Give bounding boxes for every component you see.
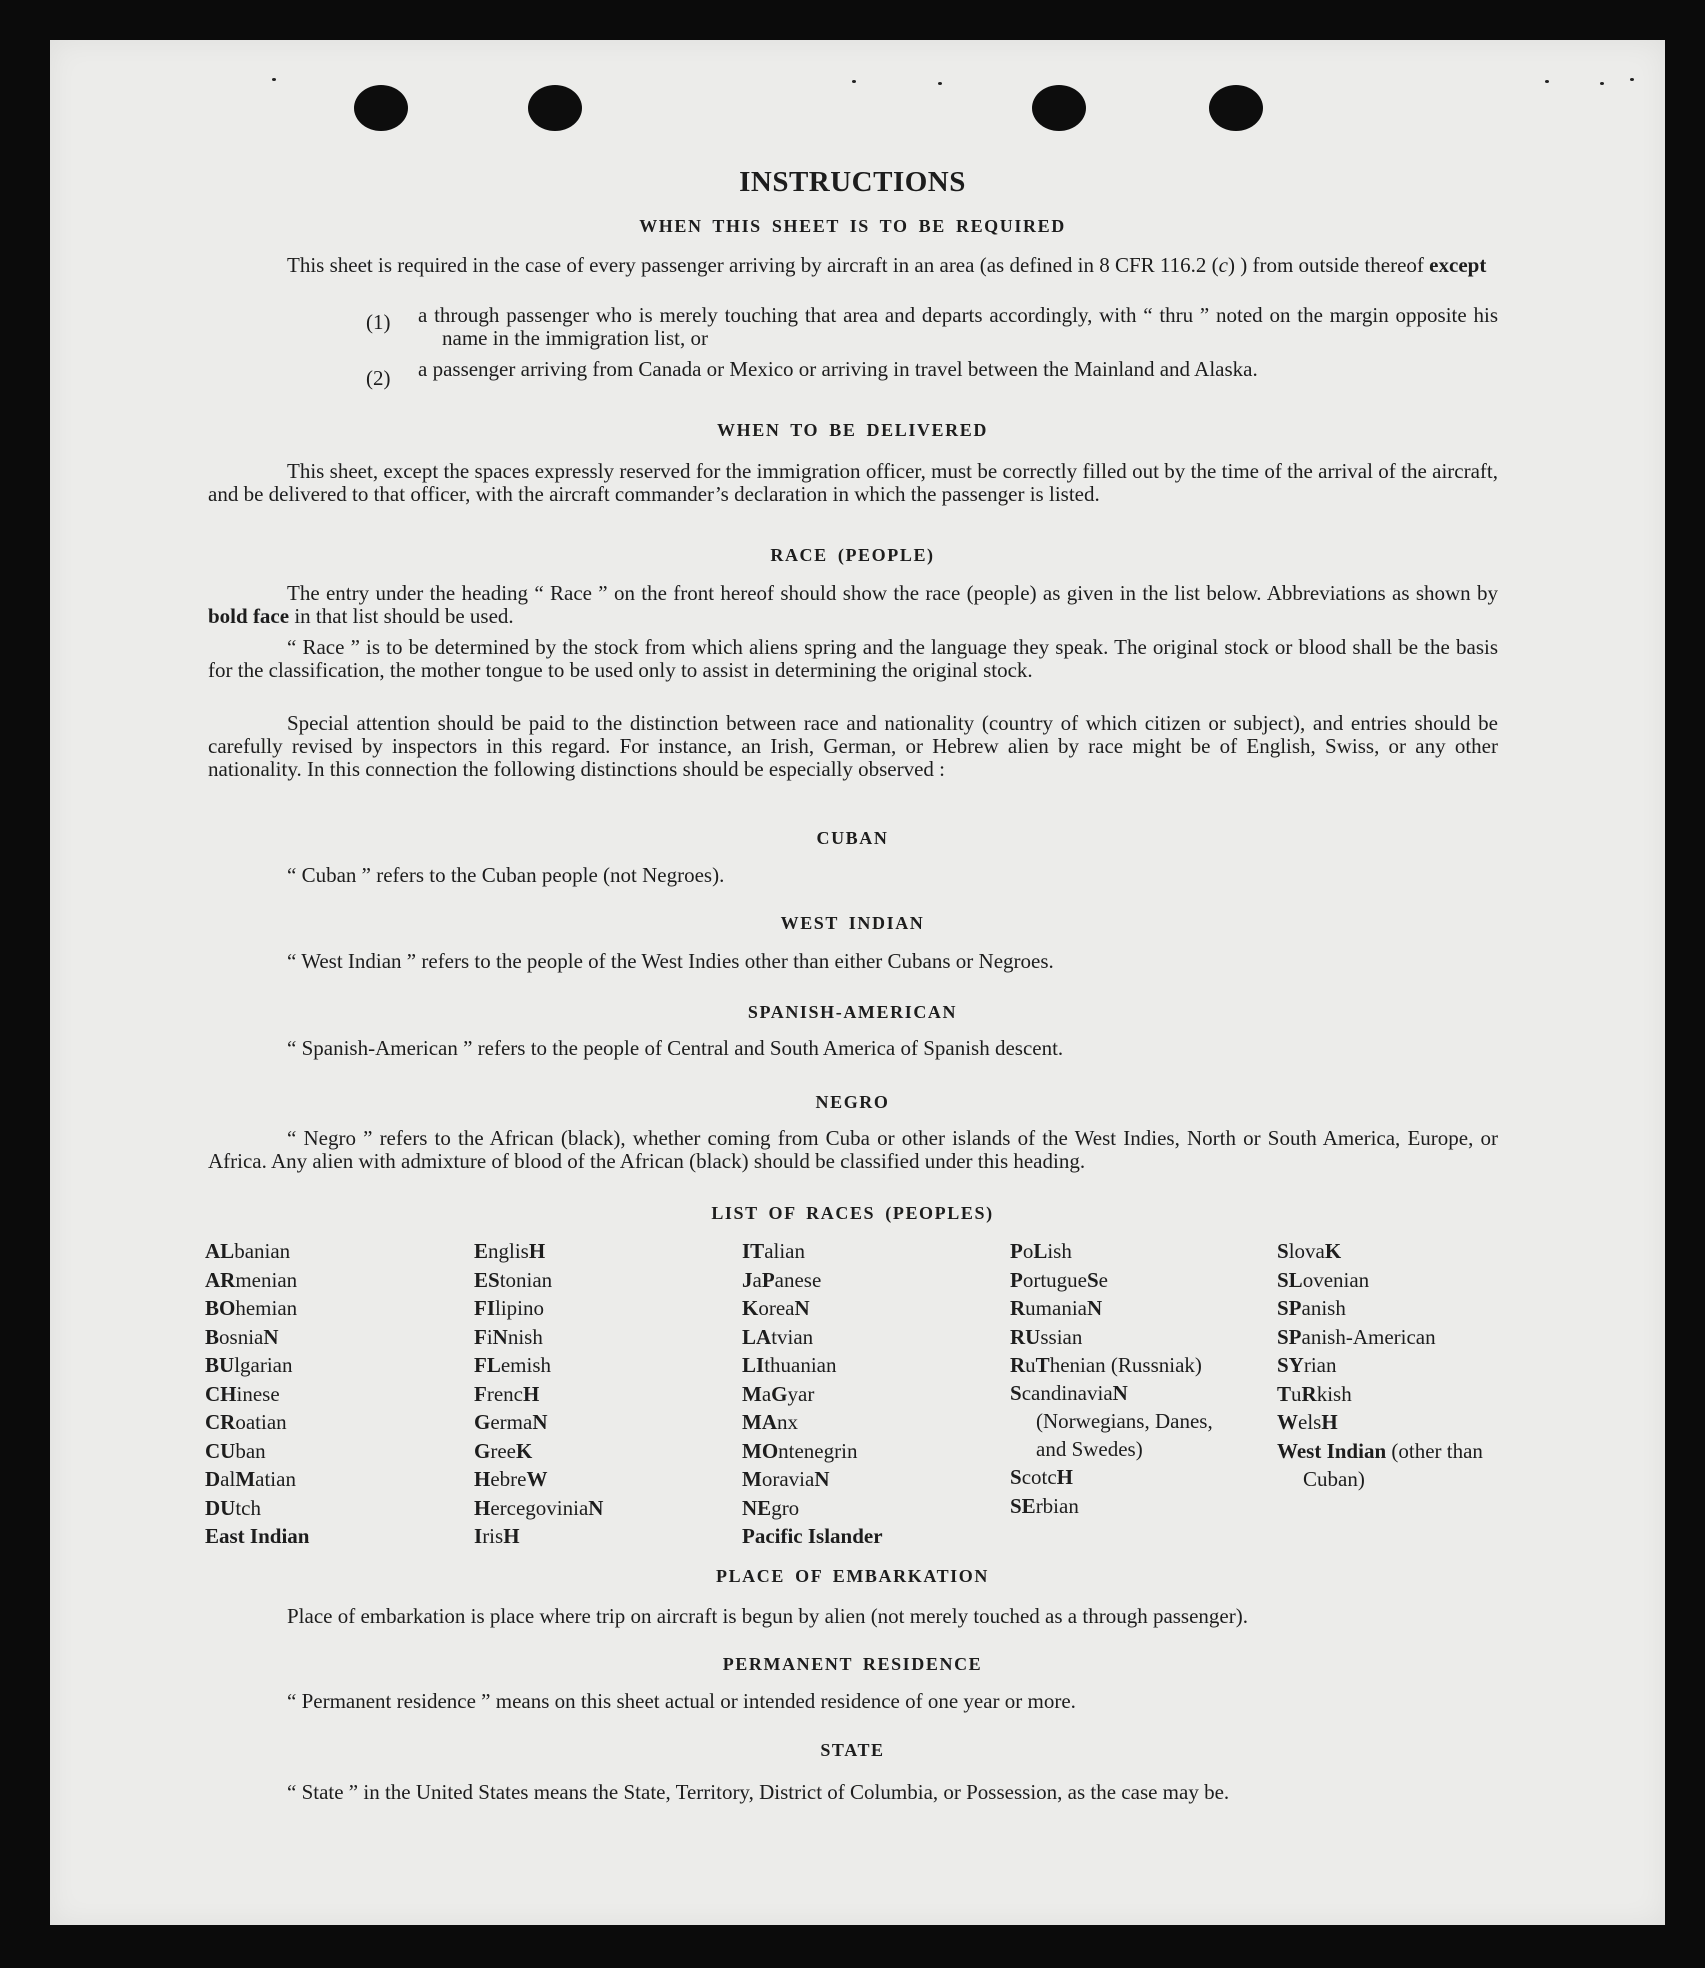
- race-abbrev-bold: CR: [205, 1410, 236, 1434]
- race-text: renc: [486, 1381, 523, 1406]
- race-text: menian: [235, 1267, 298, 1292]
- embarkation-text: Place of embarkation is place where trip on aircraft is begun by alien (not merely touched as a through passenger).: [287, 1604, 1248, 1628]
- race-entry: [474, 1437, 714, 1466]
- race-abbrev-bold: SL: [1277, 1267, 1303, 1292]
- race-entry: [474, 1266, 714, 1295]
- race-text: erma: [490, 1410, 533, 1434]
- section-heading-cuban: CUBAN: [816, 828, 889, 848]
- race-abbrev-bold: N: [263, 1324, 279, 1349]
- when-delivered-text: This sheet, except the spaces expressly reserved for the immigration officer, must be correctly filled out by the time of the arrival of the aircraft, and be delivered to that officer, with the aircraft commander’s declaration in which the passenger is listed.: [208, 459, 1498, 506]
- race-text: umania: [1025, 1296, 1087, 1320]
- race-abbrev-bold: H: [474, 1495, 491, 1520]
- race-text: lova: [1288, 1239, 1325, 1263]
- race-list-column: [1277, 1237, 1502, 1493]
- race-entry: [205, 1351, 445, 1380]
- section-heading-when-required: WHEN THIS SHEET IS TO BE REQUIRED: [639, 216, 1066, 236]
- race-abbrev-bold: N: [532, 1410, 548, 1434]
- race-abbrev-bold: T: [1277, 1381, 1292, 1406]
- race-abbrev-bold: H: [1321, 1410, 1338, 1434]
- race-abbrev-bold: K: [742, 1296, 759, 1320]
- intro-text-mid: ) ) from outside thereof: [1227, 253, 1430, 277]
- race-entry: [205, 1237, 445, 1266]
- race-text: ris: [482, 1524, 504, 1548]
- section-heading-state: STATE: [820, 1740, 885, 1760]
- race-text: rbian: [1035, 1493, 1079, 1518]
- race-entry: [474, 1380, 714, 1409]
- punch-hole: [528, 85, 582, 131]
- race-text: e: [1098, 1267, 1108, 1292]
- race-text: ebre: [490, 1467, 527, 1491]
- section-heading-negro: NEGRO: [815, 1092, 890, 1112]
- race-abbrev-bold: N: [1112, 1381, 1128, 1405]
- race-text: oravia: [761, 1467, 815, 1491]
- race-abbrev-bold: BO: [205, 1296, 236, 1320]
- race-abbrev-bold: R: [1010, 1353, 1026, 1377]
- punch-hole: [354, 85, 408, 131]
- ink-speck: [272, 78, 276, 81]
- race-paragraph-2: “ Race ” is to be determined by the stock from which aliens spring and the language they speak. The original stock or blood shall be the basis for the classification, the mother tongue to be used only to assist in determining the original stock.: [208, 635, 1498, 682]
- race-entry: [1010, 1237, 1245, 1266]
- section-heading-spanish-american: SPANISH-AMERICAN: [747, 1002, 958, 1022]
- race-abbrev-bold: B: [205, 1324, 220, 1349]
- race-entry: [205, 1294, 445, 1323]
- race-list-column: [474, 1237, 714, 1551]
- race-abbrev-bold: M: [235, 1467, 256, 1491]
- race-text: anish-American: [1301, 1324, 1436, 1349]
- race-abbrev-bold: N: [1086, 1296, 1103, 1320]
- race-entry: [742, 1437, 982, 1466]
- item-number: (2): [366, 366, 391, 390]
- race-list-column: [1010, 1237, 1245, 1520]
- race-entry: [1277, 1351, 1502, 1380]
- race-text: u: [1291, 1381, 1302, 1406]
- race-abbrev-bold: W: [526, 1467, 548, 1491]
- race-abbrev-bold: N: [814, 1467, 830, 1491]
- race-abbrev-bold: Pacific Islander: [742, 1524, 883, 1548]
- race-text: oatian: [235, 1410, 287, 1434]
- race-entry: [205, 1266, 445, 1295]
- race-entry: [205, 1465, 445, 1494]
- race-abbrev-bold: AR: [205, 1267, 236, 1292]
- race-abbrev-bold: LA: [742, 1324, 772, 1349]
- race-abbrev-bold: SP: [1277, 1296, 1302, 1320]
- race-text: rian: [1303, 1353, 1337, 1377]
- race-abbrev-bold: F: [474, 1324, 487, 1349]
- race-abbrev-bold: P: [1010, 1267, 1023, 1292]
- race-text: al: [220, 1467, 236, 1491]
- race-entry: [742, 1237, 982, 1266]
- race-text: nx: [777, 1410, 798, 1434]
- race-text: (Norwegians, Danes, and Swedes): [1036, 1409, 1213, 1461]
- race-entry: [742, 1465, 982, 1494]
- race-abbrev-bold: L: [1033, 1239, 1048, 1263]
- race-abbrev-bold: M: [742, 1467, 762, 1491]
- race-entry: [205, 1494, 445, 1523]
- race-abbrev-bold: AL: [205, 1239, 235, 1263]
- race-entry: [474, 1351, 714, 1380]
- section-heading-west-indian: WEST INDIAN: [780, 913, 925, 933]
- race-abbrev-bold: East Indian: [205, 1524, 310, 1548]
- race-abbrev-bold: R: [1010, 1296, 1026, 1320]
- race-entry: [474, 1408, 714, 1437]
- race-entry: [1277, 1323, 1502, 1352]
- race-text: ree: [490, 1438, 516, 1463]
- race-abbrev-bold: H: [1056, 1465, 1074, 1489]
- race-text: ovenian: [1302, 1267, 1370, 1292]
- race-abbrev-bold: P: [1010, 1239, 1023, 1263]
- race-text: ortugue: [1022, 1267, 1087, 1292]
- race-entry: [1277, 1380, 1502, 1409]
- race-text: i: [486, 1324, 493, 1349]
- race-entry: [1010, 1266, 1245, 1295]
- exception-item-2: a passenger arriving from Canada or Mexico or arriving in travel between the Mainland and Alaska.: [418, 357, 1258, 381]
- race-abbrev-bold: DU: [205, 1495, 236, 1520]
- race-abbrev-bold: G: [771, 1381, 788, 1406]
- race-abbrev-bold: SE: [1010, 1493, 1036, 1518]
- race-entry: [1277, 1237, 1502, 1266]
- race-list-column: [205, 1237, 445, 1551]
- race-text: nglis: [488, 1239, 529, 1263]
- race-text: ban: [235, 1438, 266, 1463]
- race-text: hemian: [235, 1296, 298, 1320]
- race-abbrev-bold: R: [1301, 1381, 1317, 1406]
- race-abbrev-bold: P: [761, 1267, 775, 1292]
- exception-item-1: a through passenger who is merely touching that area and departs accordingly, with “ thru ” noted on the margin opposite his name in the immigration list, or: [418, 303, 1498, 350]
- race-text: o: [1022, 1239, 1034, 1263]
- race-abbrev-bold: K: [515, 1438, 533, 1463]
- ink-speck: [1545, 80, 1549, 83]
- race-abbrev-bold: E: [474, 1239, 489, 1263]
- race-p1-bold: bold face: [208, 604, 290, 628]
- race-abbrev-bold: S: [1010, 1381, 1022, 1405]
- race-entry: [474, 1323, 714, 1352]
- negro-text: “ Negro ” refers to the African (black), whether coming from Cuba or other islands of the West Indies, North or South America, Europe, or Africa. Any alien with admixture of blood of the African (black) should be classified under this heading.: [208, 1126, 1498, 1173]
- ink-speck: [852, 80, 856, 83]
- race-abbrev-bold: West Indian: [1277, 1438, 1387, 1463]
- race-abbrev-bold: FI: [474, 1296, 495, 1320]
- intro-italic: c: [1218, 253, 1228, 277]
- race-entry: [474, 1294, 714, 1323]
- race-text: nish: [507, 1324, 543, 1349]
- race-entry: [742, 1351, 982, 1380]
- race-abbrev-bold: BU: [205, 1353, 235, 1377]
- race-text: thuanian: [764, 1353, 837, 1377]
- race-p1-text: The entry under the heading “ Race ” on the front hereof should show the race (people) as given in the list below. Abbreviations as shown by: [287, 581, 1498, 605]
- punch-hole: [1209, 85, 1263, 131]
- race-abbrev-bold: NE: [742, 1495, 772, 1520]
- race-list-column: [742, 1237, 982, 1551]
- section-heading-when-delivered: WHEN TO BE DELIVERED: [717, 420, 988, 440]
- race-abbrev-bold: T: [1035, 1353, 1050, 1377]
- race-entry: [1010, 1379, 1245, 1463]
- west-indian-text: “ West Indian ” refers to the people of the West Indies other than either Cubans or Negroes.: [287, 949, 1054, 973]
- race-text: banian: [234, 1239, 291, 1263]
- race-text: a: [761, 1381, 772, 1406]
- race-entry: [742, 1494, 982, 1523]
- ink-speck: [938, 82, 942, 85]
- race-text: (other than Cuban): [1303, 1438, 1483, 1491]
- race-abbrev-bold: N: [492, 1324, 508, 1349]
- race-paragraph-1: [208, 582, 1498, 628]
- race-entry: [742, 1323, 982, 1352]
- race-text: ercegovinia: [490, 1495, 589, 1520]
- race-entry: [1010, 1323, 1245, 1352]
- punch-hole: [1032, 85, 1086, 131]
- when-required-intro: [208, 254, 1498, 277]
- race-text: atian: [255, 1467, 296, 1491]
- section-heading-embarkation: PLACE OF EMBARKATION: [715, 1566, 989, 1586]
- race-p1-text-end: in that list should be used.: [289, 604, 514, 628]
- race-text: alian: [764, 1239, 805, 1263]
- race-text: osnia: [219, 1324, 264, 1349]
- race-abbrev-bold: RU: [1010, 1324, 1041, 1349]
- race-abbrev-bold: ES: [474, 1267, 500, 1292]
- race-entry: [1010, 1492, 1245, 1521]
- race-entry: [1010, 1351, 1245, 1379]
- race-abbrev-bold: SP: [1277, 1324, 1302, 1349]
- race-abbrev-bold: MA: [742, 1410, 777, 1434]
- race-entry: [1277, 1408, 1502, 1437]
- race-abbrev-bold: SY: [1277, 1353, 1304, 1377]
- race-text: anese: [774, 1267, 822, 1292]
- race-entry: [742, 1522, 982, 1551]
- race-entry: [1010, 1294, 1245, 1323]
- state-text: “ State ” in the United States means the State, Territory, District of Columbia, or Possession, as the case may be.: [287, 1780, 1230, 1804]
- race-text: candinavia: [1021, 1381, 1113, 1405]
- race-text: gro: [771, 1495, 800, 1520]
- race-abbrev-bold: S: [1086, 1267, 1099, 1292]
- race-abbrev-bold: N: [794, 1296, 810, 1320]
- race-abbrev-bold: J: [742, 1267, 753, 1292]
- intro-bold-except: except: [1429, 253, 1487, 277]
- race-abbrev-bold: H: [474, 1467, 491, 1491]
- race-abbrev-bold: K: [1324, 1239, 1342, 1263]
- race-text: lipino: [495, 1296, 545, 1320]
- race-abbrev-bold: H: [503, 1524, 520, 1548]
- race-entry: [742, 1380, 982, 1409]
- section-heading-race: RACE (PEOPLE): [770, 545, 935, 565]
- race-text: a: [752, 1267, 762, 1292]
- race-entry: [205, 1437, 445, 1466]
- race-entry: [474, 1494, 714, 1523]
- race-text: anish: [1301, 1296, 1346, 1320]
- race-entry: [1277, 1437, 1502, 1493]
- race-entry: [1277, 1294, 1502, 1323]
- race-abbrev-bold: N: [588, 1495, 604, 1520]
- race-text: cotc: [1021, 1465, 1057, 1489]
- race-abbrev-bold: S: [1277, 1239, 1289, 1263]
- race-entry: [1010, 1463, 1245, 1492]
- race-paragraph-3: Special attention should be paid to the distinction between race and nationality (country of which citizen or subject), and entries should be carefully revised by inspectors in this regard. For instance, an Irish, German, or Hebrew alien by race might be of English, Swiss, or any other nationality. In this connection the following distinctions should be especially observed :: [208, 711, 1498, 781]
- race-entry: [474, 1237, 714, 1266]
- race-entry: [205, 1380, 445, 1409]
- ink-speck: [1630, 78, 1634, 81]
- ink-speck: [1600, 82, 1604, 85]
- section-heading-permanent-residence: PERMANENT RESIDENCE: [722, 1654, 983, 1674]
- race-abbrev-bold: I: [474, 1524, 483, 1548]
- race-abbrev-bold: CU: [205, 1438, 236, 1463]
- race-abbrev-bold: D: [205, 1467, 221, 1491]
- race-text: henian (Russniak): [1049, 1353, 1202, 1377]
- item-number: (1): [366, 310, 391, 334]
- race-abbrev-bold: CH: [205, 1381, 237, 1406]
- race-abbrev-bold: G: [474, 1438, 491, 1463]
- race-entry: [205, 1323, 445, 1352]
- race-abbrev-bold: H: [522, 1381, 540, 1406]
- race-entry: [474, 1465, 714, 1494]
- race-entry: [742, 1266, 982, 1295]
- race-text: yar: [787, 1381, 815, 1406]
- race-text: kish: [1316, 1381, 1352, 1406]
- race-entry: [1277, 1266, 1502, 1295]
- race-entry: [742, 1408, 982, 1437]
- race-text: inese: [236, 1381, 280, 1406]
- race-text: tonian: [499, 1267, 553, 1292]
- race-entry: [205, 1408, 445, 1437]
- section-heading-list-of-races: LIST OF RACES (PEOPLES): [711, 1203, 994, 1223]
- race-text: els: [1298, 1410, 1322, 1434]
- race-abbrev-bold: M: [742, 1381, 762, 1406]
- race-text: lgarian: [234, 1353, 293, 1377]
- race-abbrev-bold: FL: [474, 1353, 501, 1377]
- race-entry: [742, 1294, 982, 1323]
- permanent-residence-text: “ Permanent residence ” means on this sheet actual or intended residence of one year or more.: [287, 1689, 1076, 1713]
- cuban-text: “ Cuban ” refers to the Cuban people (not Negroes).: [287, 863, 725, 887]
- race-abbrev-bold: F: [474, 1381, 487, 1406]
- race-text: tch: [235, 1495, 261, 1520]
- race-abbrev-bold: W: [1277, 1410, 1298, 1434]
- race-abbrev-bold: G: [474, 1410, 491, 1434]
- race-abbrev-bold: IT: [742, 1239, 765, 1263]
- race-text: tvian: [771, 1324, 814, 1349]
- page-title: INSTRUCTIONS: [739, 166, 966, 198]
- race-abbrev-bold: MO: [742, 1438, 779, 1463]
- race-text: u: [1025, 1353, 1036, 1377]
- race-text: emish: [500, 1353, 552, 1377]
- intro-text: This sheet is required in the case of every passenger arriving by aircraft in an area (as defined in 8 CFR 116.2 (: [287, 253, 1219, 277]
- race-abbrev-bold: H: [528, 1239, 546, 1263]
- race-abbrev-bold: S: [1010, 1465, 1022, 1489]
- race-entry: [474, 1522, 714, 1551]
- race-text: ntenegrin: [778, 1438, 858, 1463]
- race-text: ssian: [1040, 1324, 1083, 1349]
- race-text: orea: [758, 1296, 795, 1320]
- race-abbrev-bold: LI: [742, 1353, 765, 1377]
- race-text: ish: [1047, 1239, 1072, 1263]
- race-entry: [205, 1522, 445, 1551]
- spanish-american-text: “ Spanish-American ” refers to the people of Central and South America of Spanish descent.: [287, 1036, 1064, 1060]
